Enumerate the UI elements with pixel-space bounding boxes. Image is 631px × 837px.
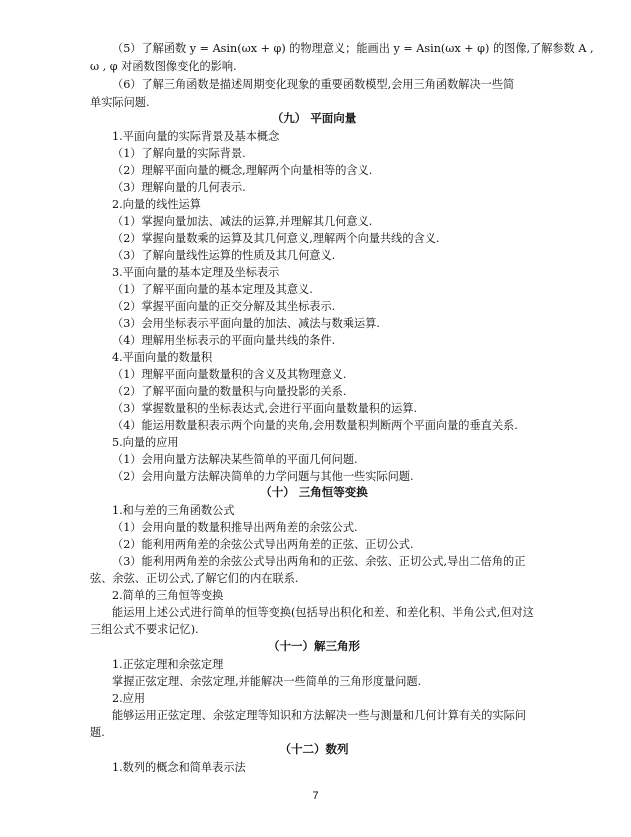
list-item: 弦、余弦、正切公式,了解它们的内在联系. (90, 572, 299, 585)
subsection-title: 3.平面向量的基本定理及坐标表示 (112, 266, 280, 279)
list-item: （2）了解平面向量的数量积与向量投影的关系. (112, 385, 347, 398)
list-item: （4）理解用坐标表示的平面向量共线的条件. (112, 334, 336, 347)
list-item: （1）掌握向量加法、减法的运算,并理解其几何意义. (112, 215, 373, 228)
list-item: （2）理解平面向量的概念,理解两个向量相等的含义. (112, 164, 373, 177)
list-item: （3）掌握数量积的坐标表达式,会进行平面向量数量积的运算. (112, 402, 418, 415)
list-item: （3）理解向量的几何表示. (112, 181, 246, 194)
list-item: （1）了解平面向量的基本定理及其意义. (112, 283, 313, 296)
subsection-title: 1.和与差的三角函数公式 (112, 504, 235, 517)
list-item: （2）掌握向量数乘的运算及其几何意义,理解两个向量共线的含义. (112, 232, 440, 245)
paragraph-line: 能运用上述公式进行简单的恒等变换(包括导出积化和差、和差化积、半角公式,但对这 (112, 606, 534, 619)
subsection-title: 2.简单的三角恒等变换 (112, 589, 224, 602)
paragraph-line: 题. (90, 726, 105, 739)
subsection-title: 2.应用 (112, 692, 146, 705)
section-heading: （十一）解三角形 (268, 639, 360, 653)
paragraph-line: （5）了解函数 y = Asin(ωx + φ) 的物理意义；能画出 y = Asin(ωx + φ) 的图像,了解参数 A , (112, 42, 594, 55)
list-item: （2）能利用两角差的余弦公式导出两角差的正弦、正切公式. (112, 538, 414, 551)
subsection-title: 4.平面向量的数量积 (112, 351, 213, 364)
subsection-title: 1.平面向量的实际背景及基本概念 (112, 130, 280, 143)
paragraph-line: （6）了解三角函数是描述周期变化现象的重要函数模型,会用三角函数解决一些简 (112, 78, 515, 91)
paragraph-line: 单实际问题. (90, 96, 150, 109)
paragraph-line: 能够运用正弦定理、余弦定理等知识和方法解决一些与测量和几何计算有关的实际问 (112, 709, 526, 722)
section-heading: （九） 平面向量 (271, 111, 357, 125)
subsection-title: 2.向量的线性运算 (112, 198, 201, 211)
section-heading: （十） 三角恒等变换 (260, 485, 368, 499)
list-item: （1）了解向量的实际背景. (112, 147, 246, 160)
subsection-title: 5.向量的应用 (112, 436, 179, 449)
list-item: （1）理解平面向量数量积的含义及其物理意义. (112, 368, 347, 381)
subsection-title: 1.数列的概念和简单表示法 (112, 761, 246, 774)
list-item: （4）能运用数量积表示两个向量的夹角,会用数量积判断两个平面向量的垂直关系. (112, 419, 518, 432)
list-item: （2）掌握平面向量的正交分解及其坐标表示. (112, 300, 336, 313)
paragraph-line: ω , φ 对函数图像变化的影响. (90, 60, 237, 73)
list-item: （1）会用向量方法解决某些简单的平面几何问题. (112, 453, 358, 466)
list-item: （1）会用向量的数量积推导出两角差的余弦公式. (112, 521, 358, 534)
page-number: 7 (312, 790, 319, 802)
paragraph-line: 三组公式不要求记忆). (90, 623, 199, 636)
paragraph-line: 掌握正弦定理、余弦定理,并能解决一些简单的三角形度量问题. (112, 675, 422, 688)
list-item: （3）能利用两角差的余弦公式导出两角和的正弦、余弦、正切公式,导出二倍角的正 (112, 555, 526, 568)
section-heading: （十二）数列 (279, 742, 349, 756)
subsection-title: 1.正弦定理和余弦定理 (112, 658, 224, 671)
list-item: （2）会用向量方法解决简单的力学问题与其他一些实际问题. (112, 470, 414, 483)
list-item: （3）了解向量线性运算的性质及其几何意义. (112, 249, 336, 262)
list-item: （3）会用坐标表示平面向量的加法、减法与数乘运算. (112, 317, 380, 330)
